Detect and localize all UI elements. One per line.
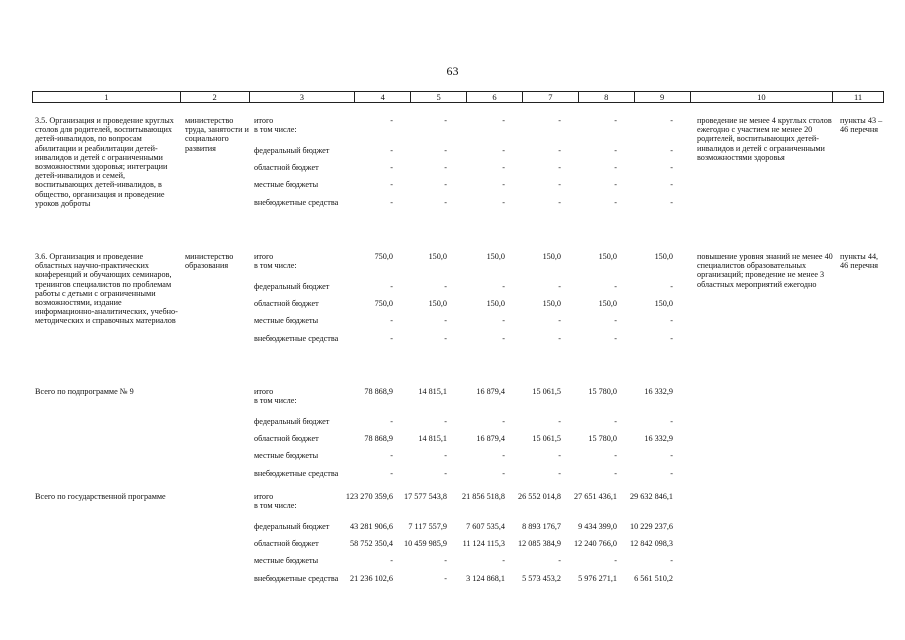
row-title: 3.5. Организация и проведение круглых столов для родителей, воспитывающих детей-инвалидов, по вопросам абилитации и реабилитации детей-инвалидов и детей с ограниченными возможностями здоровья; интеграции детей-инвалидов и семей, воспитывающих детей-инвалидов, в общество, организация и проведение уроков доброты xyxy=(35,116,174,208)
funding-value: - xyxy=(390,417,393,426)
funding-label: местные бюджеты xyxy=(254,316,319,325)
funding-value: - xyxy=(390,163,393,172)
funding-value: 150,0 xyxy=(654,299,673,308)
funding-value: - xyxy=(558,556,561,565)
funding-value: - xyxy=(670,198,673,207)
funding-value: - xyxy=(670,146,673,155)
funding-value: 27 651 436,1 xyxy=(574,492,617,501)
funding-value: 9 434 399,0 xyxy=(578,522,617,531)
funding-line xyxy=(32,539,884,548)
funding-label: внебюджетные средства xyxy=(254,334,339,343)
funding-label: итого xyxy=(254,252,274,261)
funding-value: 150,0 xyxy=(598,252,617,261)
row-points: пункты 43 – 46 перечня xyxy=(840,116,883,135)
funding-value: - xyxy=(670,163,673,172)
funding-line xyxy=(32,434,884,443)
funding-value: - xyxy=(614,469,617,478)
funding-value: - xyxy=(444,417,447,426)
funding-value: - xyxy=(444,163,447,172)
funding-value: - xyxy=(558,116,561,125)
funding-value: 5 573 453,2 xyxy=(522,574,561,583)
funding-value: 12 842 098,3 xyxy=(630,539,673,548)
funding-value: - xyxy=(444,469,447,478)
funding-value: - xyxy=(390,451,393,460)
funding-value: - xyxy=(502,417,505,426)
funding-sublabel: в том числе: xyxy=(254,261,297,270)
funding-value: 16 879,4 xyxy=(476,434,505,443)
funding-label: федеральный бюджет xyxy=(254,146,330,155)
funding-value: - xyxy=(670,469,673,478)
funding-value: - xyxy=(444,556,447,565)
funding-value: - xyxy=(390,116,393,125)
funding-label: внебюджетные средства xyxy=(254,198,339,207)
funding-label: федеральный бюджет xyxy=(254,522,330,531)
funding-line xyxy=(32,522,884,531)
funding-value: 15 061,5 xyxy=(532,434,561,443)
row-title: Всего по государственной программе xyxy=(35,492,166,501)
funding-value: - xyxy=(390,282,393,291)
header-col-9: 9 xyxy=(635,92,691,102)
funding-value: 29 632 846,1 xyxy=(630,492,673,501)
funding-line xyxy=(32,334,884,343)
header-col-3: 3 xyxy=(250,92,356,102)
funding-value: - xyxy=(614,198,617,207)
funding-value: 150,0 xyxy=(542,252,561,261)
funding-value: 12 240 766,0 xyxy=(574,539,617,548)
funding-value: - xyxy=(670,116,673,125)
funding-value: 150,0 xyxy=(486,252,505,261)
funding-value: - xyxy=(502,146,505,155)
funding-value: - xyxy=(390,334,393,343)
funding-line xyxy=(32,198,884,207)
funding-value: - xyxy=(614,556,617,565)
funding-label: областной бюджет xyxy=(254,163,319,172)
funding-value: 16 332,9 xyxy=(644,434,673,443)
funding-value: - xyxy=(614,417,617,426)
funding-line xyxy=(32,316,884,325)
funding-value: 15 061,5 xyxy=(532,387,561,396)
funding-value: 14 815,1 xyxy=(418,434,447,443)
funding-label: внебюджетные средства xyxy=(254,469,339,478)
funding-value: 8 893 176,7 xyxy=(522,522,561,531)
funding-value: - xyxy=(558,469,561,478)
funding-value: 16 332,9 xyxy=(644,387,673,396)
funding-value: - xyxy=(670,556,673,565)
funding-value: - xyxy=(444,180,447,189)
funding-value: - xyxy=(390,469,393,478)
funding-label: областной бюджет xyxy=(254,539,319,548)
row-title: 3.6. Организация и проведение областных научно-практических конференций и обучающих семинаров, тренингов специалистов по проблемам работы с детьми с ограниченными возможностями, издание информационно-аналитических, учебно-методических и справочных материалов xyxy=(35,252,178,326)
funding-value: - xyxy=(444,282,447,291)
funding-value: - xyxy=(558,282,561,291)
funding-value: 750,0 xyxy=(374,252,393,261)
funding-value: 43 281 906,6 xyxy=(350,522,393,531)
funding-line xyxy=(32,163,884,172)
funding-value: 21 236 102,6 xyxy=(350,574,393,583)
funding-value: - xyxy=(390,556,393,565)
funding-label: местные бюджеты xyxy=(254,556,319,565)
funding-value: - xyxy=(614,451,617,460)
funding-value: - xyxy=(558,334,561,343)
funding-label: внебюджетные средства xyxy=(254,574,339,583)
funding-value: - xyxy=(502,163,505,172)
funding-value: - xyxy=(502,334,505,343)
funding-line xyxy=(32,299,884,308)
header-col-10: 10 xyxy=(691,92,834,102)
funding-line xyxy=(32,180,884,189)
funding-value: 16 879,4 xyxy=(476,387,505,396)
funding-value: - xyxy=(444,574,447,583)
funding-value: - xyxy=(558,198,561,207)
funding-value: - xyxy=(444,198,447,207)
row-result: проведение не менее 4 круглых столов ежегодно с участием не менее 20 родителей, воспитывающих детей-инвалидов и детей с ограниченными возможностями здоровья xyxy=(697,116,832,162)
funding-value: - xyxy=(614,146,617,155)
funding-value: 7 117 557,9 xyxy=(408,522,447,531)
funding-value: 150,0 xyxy=(428,252,447,261)
funding-value: - xyxy=(670,417,673,426)
funding-value: 6 561 510,2 xyxy=(634,574,673,583)
row-points: пункты 44, 46 перечня xyxy=(840,252,879,271)
funding-value: 10 459 985,9 xyxy=(404,539,447,548)
funding-value: - xyxy=(614,282,617,291)
header-col-5: 5 xyxy=(411,92,467,102)
funding-value: 26 552 014,8 xyxy=(518,492,561,501)
funding-value: 15 780,0 xyxy=(588,434,617,443)
funding-value: 15 780,0 xyxy=(588,387,617,396)
row-result: повышение уровня знаний не менее 40 специалистов образовательных организаций; проведение не менее 3 областных мероприятий ежегодно xyxy=(697,252,833,289)
funding-label: итого xyxy=(254,387,274,396)
header-col-2: 2 xyxy=(181,92,250,102)
funding-value: - xyxy=(558,180,561,189)
funding-value: 150,0 xyxy=(486,299,505,308)
header-col-6: 6 xyxy=(467,92,523,102)
header-col-8: 8 xyxy=(579,92,635,102)
funding-value: 14 815,1 xyxy=(418,387,447,396)
funding-value: 11 124 115,3 xyxy=(462,539,505,548)
funding-value: - xyxy=(502,316,505,325)
funding-sublabel: в том числе: xyxy=(254,396,297,405)
funding-label: федеральный бюджет xyxy=(254,417,330,426)
funding-value: - xyxy=(558,316,561,325)
funding-value: 10 229 237,6 xyxy=(630,522,673,531)
funding-line xyxy=(32,451,884,460)
funding-value: - xyxy=(502,198,505,207)
header-col-7: 7 xyxy=(523,92,579,102)
funding-label: местные бюджеты xyxy=(254,451,319,460)
funding-value: 78 868,9 xyxy=(364,434,393,443)
funding-value: - xyxy=(444,334,447,343)
funding-label: областной бюджет xyxy=(254,434,319,443)
funding-value: - xyxy=(670,334,673,343)
funding-value: 78 868,9 xyxy=(364,387,393,396)
header-col-4: 4 xyxy=(355,92,411,102)
funding-value: 58 752 350,4 xyxy=(350,539,393,548)
funding-label: областной бюджет xyxy=(254,299,319,308)
funding-value: - xyxy=(444,451,447,460)
funding-value: - xyxy=(502,451,505,460)
header-col-1: 1 xyxy=(33,92,181,102)
table-header xyxy=(32,91,884,103)
funding-value: - xyxy=(502,116,505,125)
funding-value: 3 124 868,1 xyxy=(466,574,505,583)
funding-sublabel: в том числе: xyxy=(254,501,297,510)
funding-line xyxy=(32,556,884,565)
funding-value: 150,0 xyxy=(542,299,561,308)
funding-label: итого xyxy=(254,492,274,501)
row-executor: министерство труда, занятости и социального развития xyxy=(185,116,249,153)
funding-value: - xyxy=(502,556,505,565)
funding-line xyxy=(32,146,884,155)
funding-value: - xyxy=(390,316,393,325)
funding-value: - xyxy=(614,316,617,325)
funding-value: - xyxy=(502,180,505,189)
page-number: 63 xyxy=(446,64,459,78)
funding-value: - xyxy=(558,451,561,460)
funding-value: - xyxy=(558,417,561,426)
row-title: Всего по подпрограмме № 9 xyxy=(35,387,134,396)
funding-value: - xyxy=(390,146,393,155)
funding-value: - xyxy=(614,116,617,125)
funding-line xyxy=(32,282,884,291)
funding-line xyxy=(32,387,884,405)
funding-line xyxy=(32,492,884,510)
funding-line xyxy=(32,469,884,478)
funding-label: местные бюджеты xyxy=(254,180,319,189)
funding-value: - xyxy=(444,146,447,155)
funding-value: 750,0 xyxy=(374,299,393,308)
funding-value: - xyxy=(444,116,447,125)
funding-value: - xyxy=(502,469,505,478)
funding-value: - xyxy=(390,180,393,189)
funding-value: - xyxy=(390,198,393,207)
funding-value: 150,0 xyxy=(428,299,447,308)
funding-value: - xyxy=(614,180,617,189)
funding-value: - xyxy=(670,451,673,460)
funding-value: 7 607 535,4 xyxy=(466,522,505,531)
funding-value: - xyxy=(444,316,447,325)
funding-label: федеральный бюджет xyxy=(254,282,330,291)
funding-line xyxy=(32,417,884,426)
row-executor: министерство образования xyxy=(185,252,234,271)
funding-value: 150,0 xyxy=(598,299,617,308)
funding-value: - xyxy=(502,282,505,291)
funding-value: 123 270 359,6 xyxy=(345,492,393,501)
funding-value: 21 856 518,8 xyxy=(462,492,505,501)
funding-line xyxy=(32,574,884,583)
header-col-11: 11 xyxy=(854,92,863,102)
funding-sublabel: в том числе: xyxy=(254,125,297,134)
funding-value: 5 976 271,1 xyxy=(578,574,617,583)
funding-label: итого xyxy=(254,116,274,125)
funding-value: - xyxy=(670,316,673,325)
funding-value: - xyxy=(558,146,561,155)
funding-value: - xyxy=(670,180,673,189)
funding-value: 12 085 384,9 xyxy=(518,539,561,548)
funding-value: 150,0 xyxy=(654,252,673,261)
funding-value: - xyxy=(614,163,617,172)
funding-value: - xyxy=(670,282,673,291)
funding-value: - xyxy=(614,334,617,343)
funding-value: 17 577 543,8 xyxy=(404,492,447,501)
funding-value: - xyxy=(558,163,561,172)
